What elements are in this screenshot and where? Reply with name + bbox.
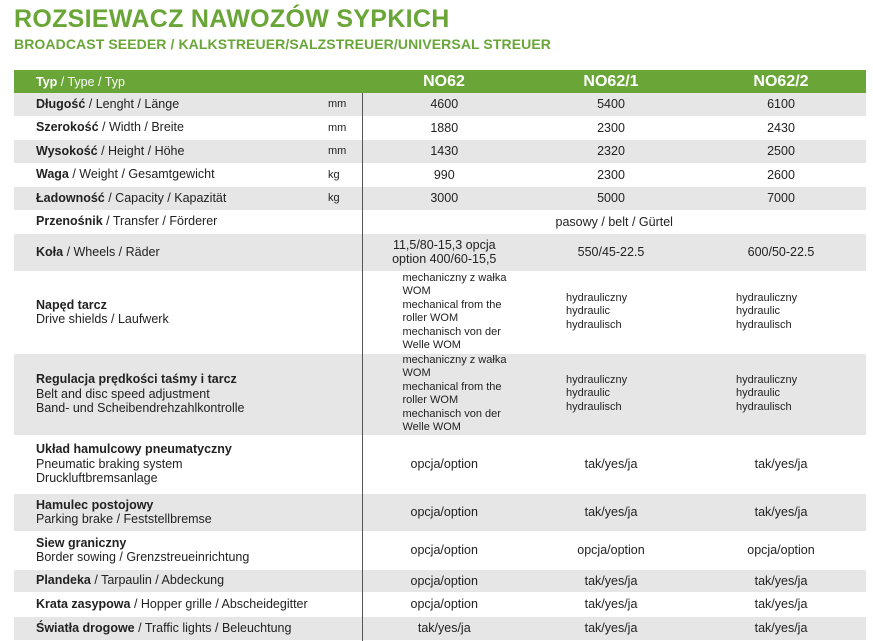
- row-label: Długość / Lenght / Länge: [36, 97, 180, 111]
- row-unit: [322, 493, 362, 531]
- table-row: [14, 210, 866, 233]
- cell-no62-2: tak/yes/ja: [754, 505, 808, 519]
- row-unit: mm: [322, 93, 362, 116]
- row-unit: [322, 531, 362, 569]
- cell-no62-1: tak/yes/ja: [584, 457, 638, 471]
- table-row: [14, 435, 866, 493]
- cell-no62-1: 550/45-22.5: [577, 245, 645, 259]
- row-label: Plandeka / Tarpaulin / Abdeckung: [36, 573, 225, 588]
- cell-no62-2: 2430: [767, 120, 795, 135]
- cell-no62: opcja/option: [410, 597, 478, 611]
- row-label: Regulacja prędkości taśmy i tarcz Belt and disc speed adjustment Band- und Scheibendrehzahlkontrolle: [36, 372, 245, 416]
- cell-all-models: pasowy / belt / Gürtel: [555, 214, 673, 229]
- row-unit: [322, 271, 362, 353]
- row-label: Ładowność / Capacity / Kapazität: [36, 190, 227, 205]
- table-row: [14, 592, 866, 616]
- cell-no62-2: tak/yes/ja: [754, 621, 808, 635]
- row-label: Wysokość / Height / Höhe: [36, 143, 185, 158]
- cell-no62: opcja/option: [410, 457, 478, 471]
- cell-no62-1: tak/yes/ja: [584, 621, 638, 635]
- cell-no62-2: opcja/option: [747, 543, 815, 557]
- cell-no62-1: tak/yes/ja: [584, 573, 638, 588]
- row-label: Siew graniczny Border sowing / Grenzstreueinrichtung: [36, 535, 250, 564]
- cell-no62: 4600: [430, 97, 459, 112]
- row-label: Szerokość / Width / Breite: [36, 120, 184, 135]
- table-row: [14, 163, 866, 186]
- page-title: ROZSIEWACZ NAWOZÓW SYPKICH: [14, 5, 450, 33]
- table-row: [14, 493, 866, 531]
- cell-no62-1: 2300: [597, 167, 625, 182]
- cell-no62-1: opcja/option: [577, 543, 645, 557]
- cell-no62: opcja/option: [410, 573, 478, 588]
- cell-no62-1: hydrauliczny hydraulic hydraulisch: [566, 373, 628, 413]
- row-unit: mm: [322, 116, 362, 139]
- cell-no62: mechaniczny z wałka WOM mechanical from the roller WOM mechanisch von der Welle WOM: [402, 271, 507, 351]
- cell-no62-2: tak/yes/ja: [754, 457, 808, 471]
- cell-no62: tak/yes/ja: [417, 621, 471, 635]
- model-header-no62: NO62: [423, 72, 465, 90]
- cell-no62-2: 6100: [767, 97, 795, 112]
- cell-no62-1: tak/yes/ja: [584, 597, 638, 611]
- cell-no62-2: 7000: [767, 191, 795, 205]
- table-row: [14, 616, 866, 640]
- cell-no62: 1430: [430, 144, 459, 158]
- type-header: Typ / Type / Typ: [36, 74, 125, 89]
- cell-no62-1: 5000: [597, 191, 625, 205]
- cell-no62-2: 2500: [767, 144, 795, 158]
- model-header-no62-1: NO62/1: [583, 72, 639, 90]
- cell-no62: mechaniczny z wałka WOM mechanical from the roller WOM mechanisch von der Welle WOM: [402, 353, 507, 433]
- row-unit: [322, 233, 362, 271]
- row-unit: [322, 435, 362, 493]
- row-label: Hamulec postojowy Parking brake / Feststellbremse: [36, 497, 212, 526]
- cell-no62-2: 600/50-22.5: [747, 245, 815, 259]
- cell-no62-2: tak/yes/ja: [754, 573, 808, 588]
- cell-no62-1: 5400: [597, 97, 625, 112]
- cell-no62: 3000: [430, 191, 459, 205]
- table-row: [14, 93, 866, 116]
- row-label: Przenośnik / Transfer / Förderer: [36, 214, 218, 229]
- table-row: [14, 569, 866, 592]
- table-row: [14, 233, 866, 271]
- row-unit: [322, 353, 362, 435]
- cell-no62: 990: [433, 167, 455, 182]
- spec-table: [14, 70, 866, 641]
- row-unit: kg: [322, 163, 362, 186]
- cell-no62-2: hydrauliczny hydraulic hydraulisch: [736, 373, 798, 413]
- table-row: [14, 116, 866, 139]
- table-header-row: [14, 70, 866, 93]
- row-label: Napęd tarcz Drive shields / Laufwerk: [36, 297, 169, 326]
- row-unit: kg: [322, 186, 362, 210]
- cell-no62-1: tak/yes/ja: [584, 505, 638, 519]
- cell-no62: opcja/option: [410, 543, 478, 557]
- row-label: Światła drogowe / Traffic lights / Beleuchtung: [36, 620, 292, 635]
- table-row: [14, 353, 866, 435]
- cell-no62-1: 2320: [597, 144, 625, 158]
- row-unit: [322, 592, 362, 616]
- row-unit: [322, 569, 362, 592]
- table-row: [14, 271, 866, 353]
- table-row: [14, 531, 866, 569]
- row-unit: mm: [322, 139, 362, 163]
- cell-no62: 11,5/80-15,3 opcja option 400/60-15,5: [392, 238, 497, 266]
- row-label: Waga / Weight / Gesamtgewicht: [36, 167, 215, 182]
- row-unit: [322, 616, 362, 640]
- cell-no62-1: hydrauliczny hydraulic hydraulisch: [566, 291, 628, 331]
- row-label: Układ hamulcowy pneumatyczny Pneumatic braking system Druckluftbremsanlage: [36, 442, 232, 486]
- row-label: Koła / Wheels / Räder: [36, 244, 160, 259]
- cell-no62-2: tak/yes/ja: [754, 597, 808, 611]
- model-header-no62-2: NO62/2: [753, 72, 809, 90]
- cell-no62-1: 2300: [597, 120, 625, 135]
- row-unit: [322, 210, 362, 233]
- row-label: Krata zasypowa / Hopper grille / Abscheidegitter: [36, 596, 308, 611]
- table-row: [14, 139, 866, 163]
- cell-no62-2: 2600: [767, 167, 795, 182]
- table-row: [14, 186, 866, 210]
- cell-no62-2: hydrauliczny hydraulic hydraulisch: [736, 291, 798, 331]
- cell-no62: opcja/option: [410, 505, 478, 519]
- page-subtitle: BROADCAST SEEDER / KALKSTREUER/SALZSTREUER/UNIVERSAL STREUER: [14, 36, 552, 52]
- cell-no62: 1880: [430, 120, 459, 135]
